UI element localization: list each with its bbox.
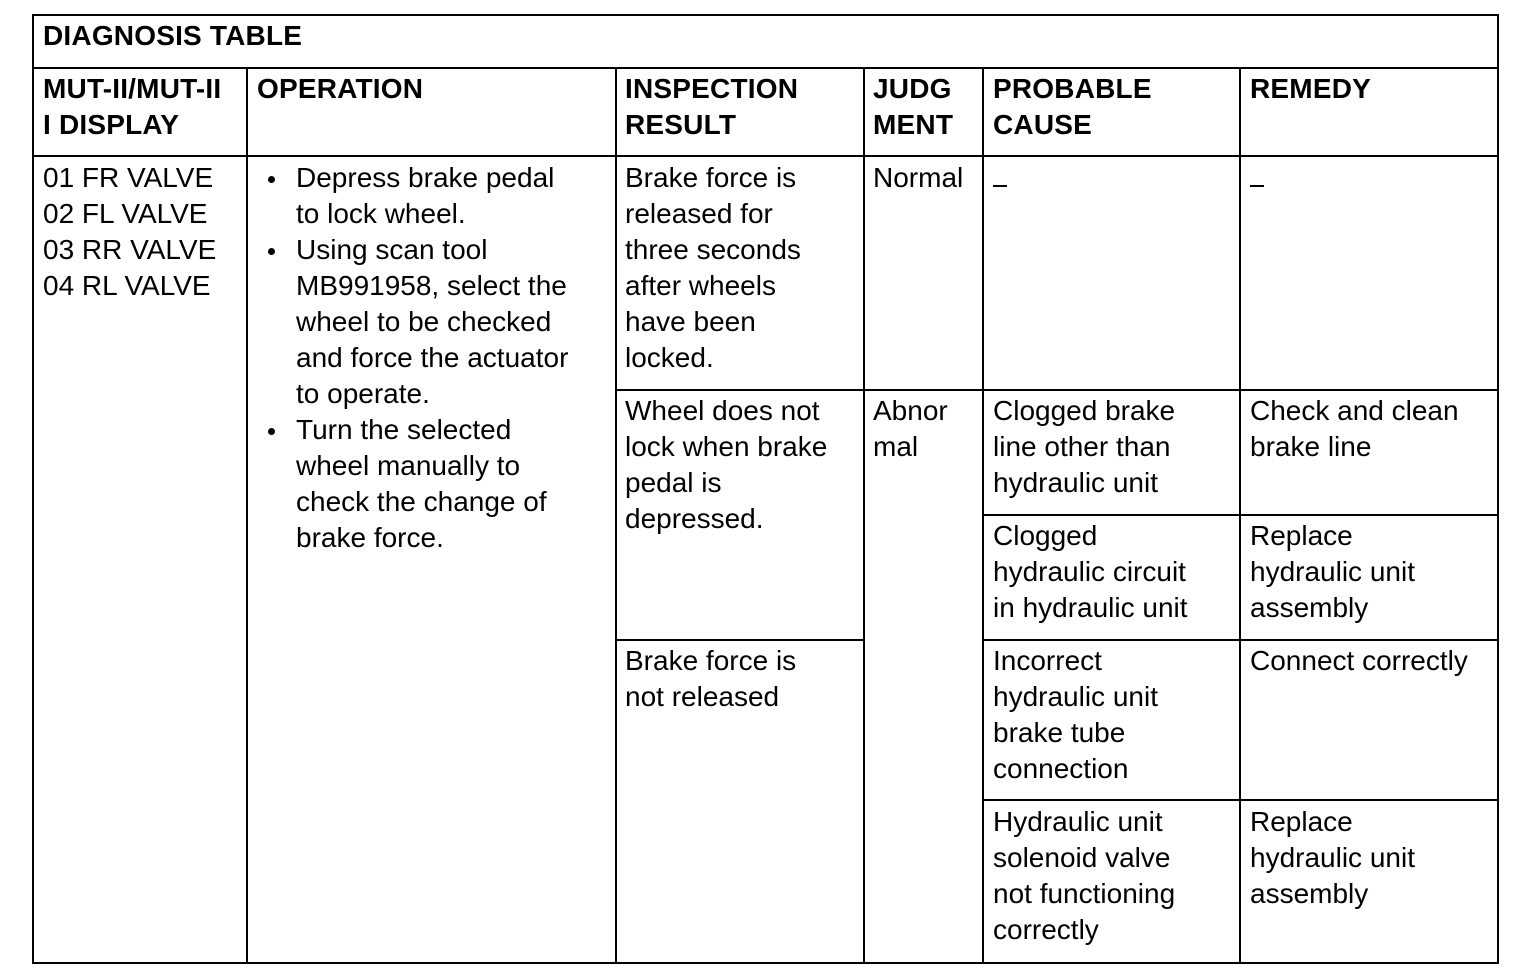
column-divider-4 [982,67,984,964]
header-inspection-result: INSPECTION RESULT [625,73,799,140]
header-operation: OPERATION [257,73,424,104]
operation-steps [249,160,568,556]
header-divider [32,155,1499,157]
header-probable-cause: PROBABLE CAUSE [993,73,1152,140]
judgment-normal: Normal [873,162,964,193]
remedy-clean-line: Check and clean brake line [1250,395,1459,462]
column-divider-2 [615,67,617,964]
empty-cause-dash [993,185,1007,187]
table-border-top [32,14,1499,16]
inspection-result-not-released: Brake force is not released [625,645,797,712]
cause-solenoid-valve: Hydraulic unit solenoid valve not functioning correctly [993,806,1176,945]
cause-clogged-line: Clogged brake line other than hydraulic unit [993,395,1176,498]
inspection-result-released: Brake force is released for three seconds after wheels have been locked. [625,162,801,373]
operation-step: Turn the selected wheel manually to check the change of brake force. [249,412,568,556]
table-border-left [32,14,34,964]
column-divider-3 [863,67,865,964]
header-display: MUT-II/MUT-II I DISPLAY [43,73,222,140]
column-divider-5 [1239,67,1241,964]
remedy-replace-unit: Replace hydraulic unit assembly [1250,520,1415,623]
header-remedy: REMEDY [1250,73,1371,104]
operation-step: Depress brake pedal to lock wheel. [249,160,568,232]
empty-remedy-dash [1250,185,1264,187]
row-divider-3 [615,639,865,641]
title-divider [32,67,1499,69]
header-judgment: JUDG MENT [873,73,954,140]
cause-incorrect-connection: Incorrect hydraulic unit brake tube connection [993,645,1158,784]
table-border-right [1497,14,1499,964]
column-divider-1 [246,67,248,964]
inspection-result-no-lock: Wheel does not lock when brake pedal is depressed. [625,395,828,534]
operation-step: Using scan tool MB991958, select the wheel to be checked and force the actuator to operate. [249,232,568,412]
remedy-replace-unit: Replace hydraulic unit assembly [1250,806,1415,909]
display-values: 01 FR VALVE 02 FL VALVE 03 RR VALVE 04 RL VALVE [43,162,217,301]
table-border-bottom [32,962,1499,964]
remedy-connect-correctly: Connect correctly [1250,645,1468,676]
judgment-abnormal: Abnor mal [873,395,948,462]
cause-clogged-circuit: Clogged hydraulic circuit in hydraulic unit [993,520,1188,623]
table-title: DIAGNOSIS TABLE [43,20,303,51]
row-divider-1 [615,389,1499,391]
